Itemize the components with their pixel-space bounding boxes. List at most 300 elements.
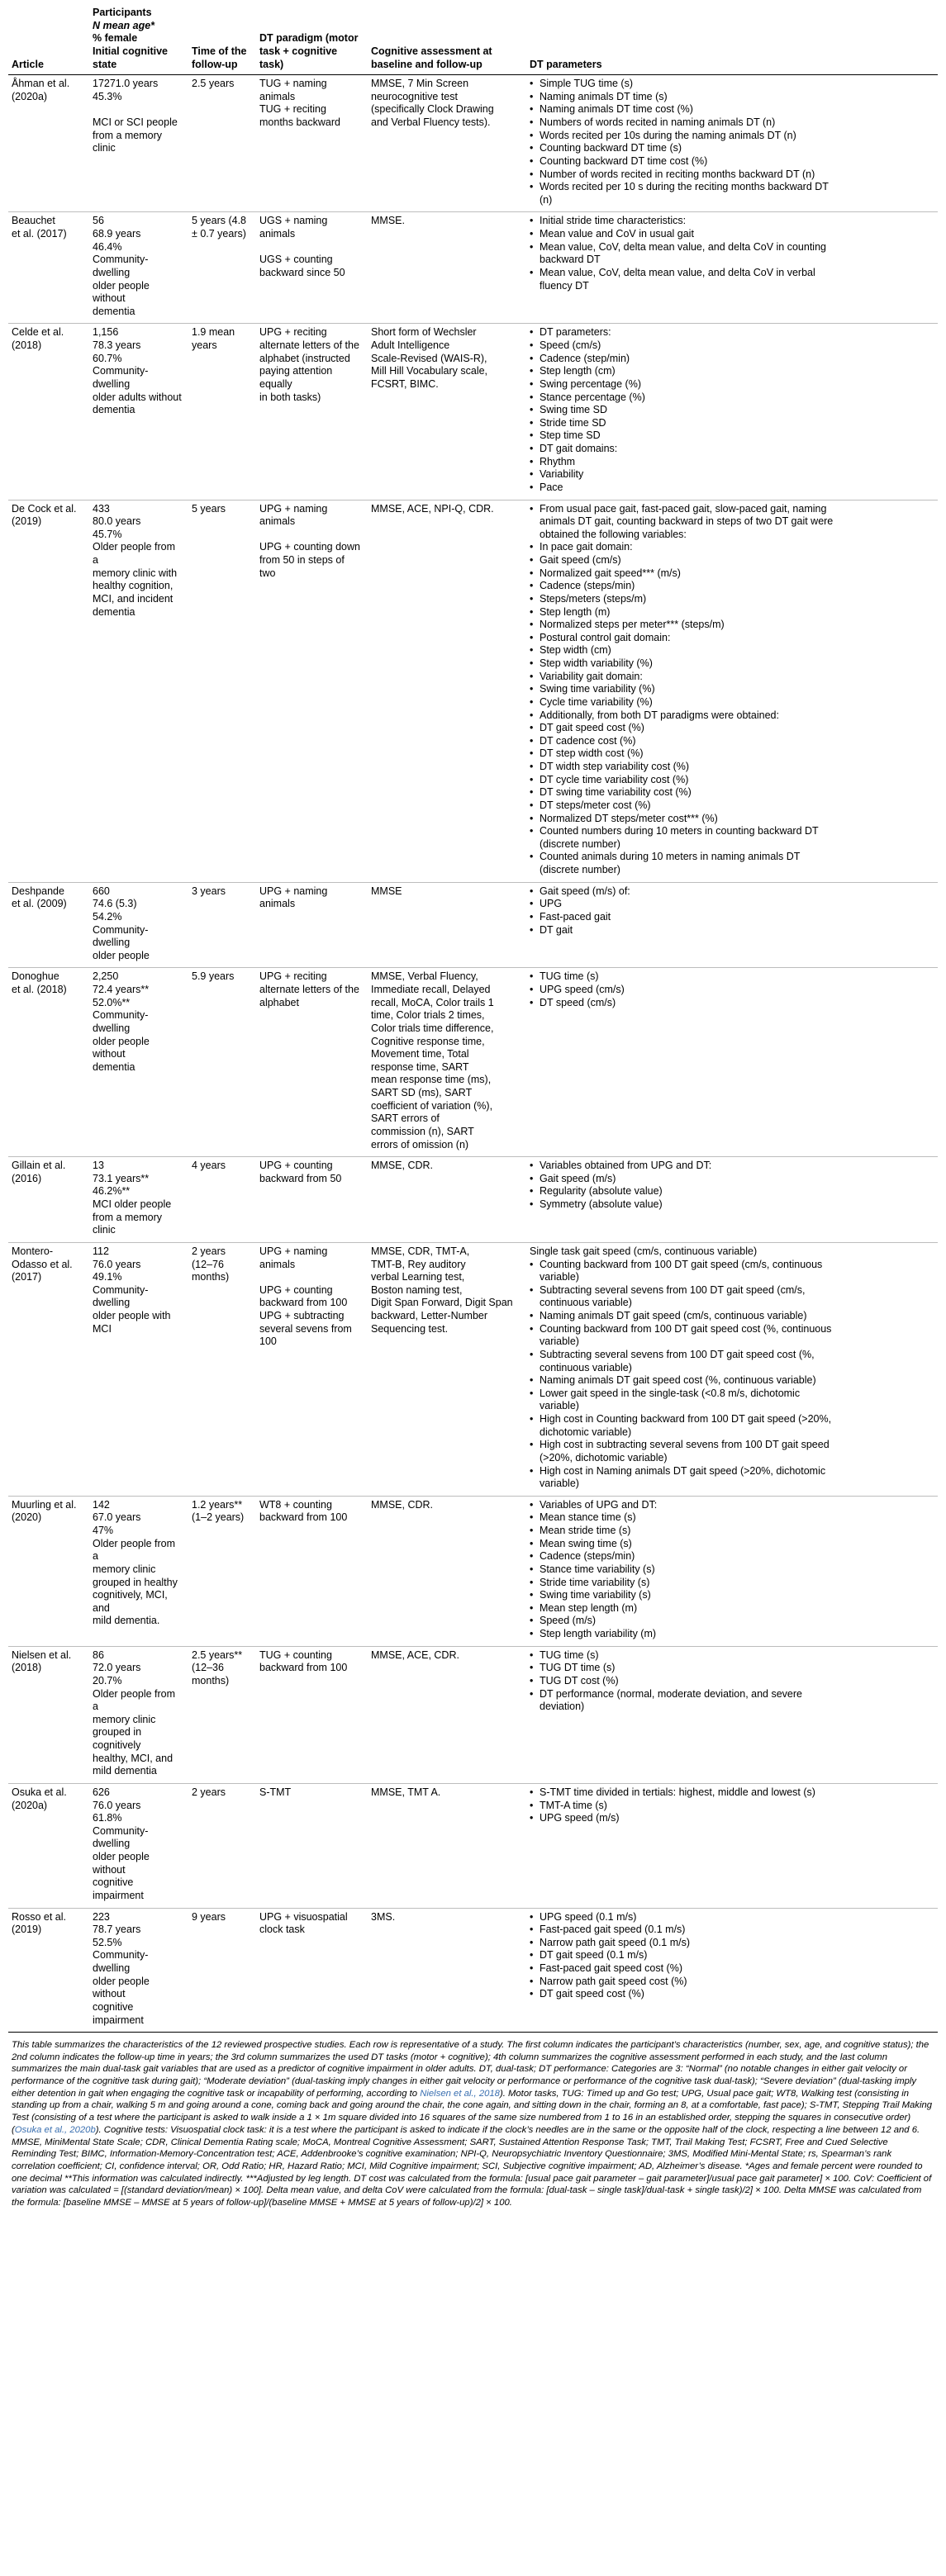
cell-followup — [188, 1783, 256, 1908]
bullet-icon: • — [530, 1615, 534, 1627]
bullet-icon: • — [530, 266, 534, 278]
param-text: Step width variability (%) — [540, 657, 653, 669]
cell-followup-line: (1–2 years) — [192, 1511, 245, 1524]
cell-cognitive-line: backward, Letter-Number — [371, 1310, 488, 1321]
param-text: DT parameters: — [540, 326, 611, 339]
cell-participants-line: 86 — [93, 1649, 104, 1661]
param-text: Cadence (steps/min) — [540, 1550, 635, 1563]
bullet-icon: • — [530, 1812, 534, 1824]
cell-paradigm-line — [259, 529, 363, 542]
cell-params — [526, 968, 938, 1157]
param-text: From usual pace gait, fast-paced gait, slow-paced gait, naming — [540, 502, 827, 515]
list-item — [530, 1271, 933, 1284]
list-item — [530, 799, 933, 813]
cell-followup — [188, 1157, 256, 1243]
cell-followup-line: years — [192, 339, 217, 351]
list-item — [530, 468, 933, 482]
cell-followup-line: 3 years — [192, 885, 226, 897]
cell-cognitive-line: commission (n), SART — [371, 1125, 474, 1137]
bullet-icon: • — [530, 1962, 534, 1974]
list-item — [530, 1800, 933, 1813]
bullet-icon: • — [530, 695, 534, 708]
cell-paradigm-line: UPG + naming animals — [259, 1245, 328, 1270]
list-item — [530, 194, 933, 207]
list-item — [530, 142, 933, 155]
cell-paradigm-line: clock task — [259, 1924, 305, 1936]
cell-participants-line: cognitively, MCI, and — [93, 1589, 168, 1614]
list-item — [530, 1786, 933, 1800]
footnote-link-osuka[interactable]: Osuka et al., 2020b — [14, 2124, 96, 2135]
list-item — [530, 339, 933, 353]
cell-params — [526, 1157, 938, 1243]
cell-paradigm-line: backward from 100 — [259, 1297, 348, 1309]
param-text: Step length (m) — [540, 605, 611, 618]
list-item — [530, 155, 933, 168]
param-text: Initial stride time characteristics: — [540, 215, 687, 227]
param-text: TMT-A time (s) — [540, 1799, 607, 1811]
cell-followup-line: months) — [192, 1271, 230, 1283]
param-text: Numbers of words recited in naming animals DT (n) — [540, 116, 776, 128]
list-item — [530, 429, 933, 443]
list-item — [530, 1812, 933, 1825]
cell-participants-line: 142 — [93, 1498, 110, 1511]
param-text: Step length (cm) — [540, 365, 616, 377]
cell-participants-line: 47% — [93, 1525, 114, 1536]
list-item — [530, 378, 933, 391]
bullet-icon: • — [530, 541, 534, 553]
list-item — [530, 168, 933, 182]
param-text: continuous variable) — [540, 1361, 632, 1373]
cell-article-line[interactable]: et al. (2018) — [12, 984, 67, 995]
footnote-link-nielsen[interactable]: Nielsen et al., 2018 — [420, 2088, 500, 2099]
param-text: backward DT — [540, 254, 601, 266]
bullet-icon: • — [530, 416, 534, 429]
cell-cognitive-line: (specifically Clock Drawing — [371, 103, 494, 116]
cell-followup — [188, 75, 256, 212]
list-item — [530, 1675, 933, 1688]
cell-participants-line: from a memory clinic — [93, 1211, 163, 1236]
list-item — [530, 241, 933, 254]
cell-paradigm-line: from 50 in steps of two — [259, 554, 345, 579]
cell-participants-line: grouped in healthy — [93, 1576, 178, 1588]
list-item — [530, 280, 933, 293]
list-item — [530, 1185, 933, 1198]
cell-participants-line: 223 — [93, 1910, 110, 1923]
bullet-icon: • — [530, 228, 534, 240]
list-item — [530, 825, 933, 838]
param-text: Stance percentage (%) — [540, 391, 645, 403]
cell-cognitive-line: errors of omission (n) — [371, 1138, 469, 1150]
bullet-icon: • — [530, 455, 534, 467]
cell-article-line[interactable]: et al. (2017) — [12, 228, 67, 240]
cell-followup-line: ± 0.7 years) — [192, 228, 246, 240]
cell-article-line[interactable]: (2020) — [12, 1511, 42, 1524]
list-item — [530, 722, 933, 735]
cell-participants-line: 433 — [93, 502, 110, 515]
cell-cognitive — [368, 500, 526, 882]
list-item — [530, 1911, 933, 1924]
list-item — [530, 1589, 933, 1602]
list-item — [530, 632, 933, 645]
param-text: (>20%, dichotomic variable) — [540, 1451, 668, 1464]
list-item — [530, 254, 933, 267]
list-item — [530, 709, 933, 723]
cell-participants-line: 73.1 years** — [93, 1172, 150, 1184]
cell-params — [526, 1242, 938, 1496]
cell-paradigm-line: UPG + reciting — [259, 326, 327, 339]
cell-article-line[interactable]: (2018) — [12, 339, 42, 351]
cell-participants-line: 78.7 years — [93, 1924, 141, 1936]
cell-cognitive-line: MMSE, Verbal Fluency, — [371, 970, 478, 983]
cell-participants-line: older people — [93, 949, 150, 961]
bullet-icon: • — [530, 154, 534, 167]
bullet-icon: • — [530, 1413, 534, 1425]
bullet-icon: • — [530, 709, 534, 721]
cell-participants-line: 67.0 years — [93, 1511, 141, 1524]
cell-article-line[interactable]: (2018) — [12, 1662, 42, 1674]
param-text: Variability gait domain: — [540, 670, 643, 682]
bullet-icon: • — [530, 1628, 534, 1639]
list-item — [530, 1550, 933, 1563]
list-item — [530, 91, 933, 104]
params-list — [530, 215, 933, 292]
list-item — [530, 1602, 933, 1615]
params-list — [530, 1245, 933, 1491]
cell-paradigm — [256, 500, 368, 882]
bullet-icon: • — [530, 1936, 534, 1948]
cell-cognitive-line: MMSE, 7 Min Screen — [371, 78, 469, 90]
list-item — [530, 1688, 933, 1701]
header-article: Article — [8, 5, 89, 75]
cell-article-line[interactable]: Deshpande — [12, 885, 64, 897]
table-row — [8, 75, 938, 212]
table-header-row — [8, 5, 938, 75]
param-text: Simple TUG time (s) — [540, 78, 633, 90]
cell-participants-line: 76.0 years — [93, 1799, 141, 1811]
bullet-icon: • — [530, 481, 534, 493]
cell-article-line[interactable]: (2020a) — [12, 1799, 48, 1811]
cell-participants-line: 112 — [93, 1245, 109, 1257]
cell-participants-line: cognitive impairment — [93, 1876, 144, 1901]
list-item — [530, 1937, 933, 1950]
list-item — [530, 567, 933, 581]
param-text: Step width (cm) — [540, 644, 611, 657]
cell-article-line[interactable]: (2020a) — [12, 90, 48, 102]
param-text: S-TMT time divided in tertials: highest, middle and lowest (s) — [540, 1786, 815, 1798]
bullet-icon: • — [530, 1348, 534, 1360]
cell-cognitive — [368, 1783, 526, 1908]
param-text: fluency DT — [540, 279, 589, 292]
list-item — [530, 1988, 933, 2001]
list-item — [530, 353, 933, 366]
bullet-icon: • — [530, 1511, 534, 1524]
param-text: (n) — [540, 193, 553, 206]
param-text: Gait speed (m/s) of: — [540, 885, 630, 897]
list-item — [530, 116, 933, 130]
bullet-icon: • — [530, 1924, 534, 1936]
cell-followup — [188, 1908, 256, 2033]
bullet-icon: • — [530, 78, 534, 90]
cell-cognitive-line: verbal Learning test, — [371, 1271, 465, 1283]
cell-article-line[interactable]: Gillain et al. — [12, 1160, 66, 1172]
cell-followup — [188, 1496, 256, 1646]
cell-participants-line: dementia — [93, 1060, 135, 1073]
cell-paradigm-line: UGS + counting — [259, 254, 333, 266]
cell-participants-line: MCI older people — [93, 1198, 172, 1210]
cell-article-line[interactable]: (2016) — [12, 1172, 42, 1184]
cell-cognitive-line: Immediate recall, Delayed — [371, 984, 491, 995]
cell-participants-line: 72.4 years** — [93, 984, 150, 995]
bullet-icon: • — [530, 339, 534, 351]
list-item — [530, 761, 933, 774]
cell-paradigm — [256, 968, 368, 1157]
bullet-icon: • — [530, 1576, 534, 1588]
param-text: Rhythm — [540, 455, 576, 467]
bullet-icon: • — [530, 1799, 534, 1811]
cell-paradigm-line — [259, 1271, 363, 1284]
cell-article-line[interactable]: Odasso et al. — [12, 1258, 73, 1270]
bullet-icon: • — [530, 722, 534, 734]
param-text: Variables obtained from UPG and DT: — [540, 1160, 712, 1172]
param-text: Naming animals DT gait speed cost (%, continuous variable) — [540, 1374, 816, 1387]
param-text: DT performance (normal, moderate deviation, and severe — [540, 1687, 802, 1700]
params-list — [530, 1499, 933, 1641]
bullet-icon: • — [530, 181, 534, 193]
list-item — [530, 1525, 933, 1538]
list-item — [530, 1924, 933, 1937]
cell-followup — [188, 968, 256, 1157]
cell-participants-line: 626 — [93, 1786, 110, 1798]
cell-paradigm-line: UPG + counting — [259, 1160, 333, 1172]
param-text: Naming animals DT time cost (%) — [540, 103, 693, 116]
param-text: Step time SD — [540, 429, 601, 442]
cell-article-line[interactable]: Åhman et al. — [12, 78, 70, 90]
param-text: animals DT gait, counting backward in steps of two DT gait were — [540, 515, 834, 528]
cell-article-line[interactable]: (2019) — [12, 515, 42, 528]
cell-followup-line: 5.9 years — [192, 970, 235, 983]
bullet-icon: • — [530, 996, 534, 1008]
bullet-icon: • — [530, 90, 534, 102]
cell-paradigm-line: UPG + naming animals — [259, 502, 328, 528]
param-text: Cadence (step/min) — [540, 352, 630, 364]
bullet-icon: • — [530, 631, 534, 643]
list-item — [530, 1173, 933, 1186]
list-item — [530, 443, 933, 456]
cell-cognitive-line: Movement time, Total — [371, 1048, 469, 1060]
param-text: Pace — [540, 481, 563, 493]
cell-participants — [89, 1496, 188, 1646]
cell-params — [526, 1496, 938, 1646]
bullet-icon: • — [530, 1525, 534, 1536]
cell-participants-line: grouped in cognitively — [93, 1726, 142, 1751]
cell-followup — [188, 882, 256, 968]
list-item — [530, 215, 933, 228]
cell-cognitive-line: MMSE, CDR, TMT-A, — [371, 1245, 470, 1257]
param-text: Step length variability (m) — [540, 1628, 657, 1639]
cell-paradigm-line: months backward — [259, 116, 340, 128]
cell-article-line[interactable]: (2019) — [12, 1924, 42, 1936]
cell-params — [526, 75, 938, 212]
cell-followup — [188, 1646, 256, 1783]
list-item — [530, 1452, 933, 1465]
cell-cognitive-line: and Verbal Fluency tests). — [371, 116, 491, 128]
cell-cognitive — [368, 1157, 526, 1243]
cell-article — [8, 75, 89, 212]
cell-participants-line: 46.4% — [93, 240, 122, 253]
cell-participants-line: 74.6 (5.3) — [93, 898, 137, 910]
bullet-icon: • — [530, 365, 534, 377]
bullet-icon: • — [530, 773, 534, 785]
param-text: Number of words recited in reciting months backward DT (n) — [540, 168, 815, 180]
param-text: Subtracting several sevens from 100 DT gait speed cost (%, — [540, 1348, 815, 1360]
cell-cognitive-line: MMSE, ACE, NPI-Q, CDR. — [371, 502, 494, 515]
cell-article-line[interactable]: Donoghue — [12, 970, 59, 983]
cell-article-line[interactable]: Osuka et al. — [12, 1786, 67, 1798]
bullet-icon: • — [530, 1649, 534, 1661]
bullet-icon: • — [530, 468, 534, 481]
param-text: Counting backward DT time (s) — [540, 142, 682, 154]
list-item — [530, 1511, 933, 1525]
cell-participants-line: dementia — [93, 605, 135, 618]
param-text: High cost in subtracting several sevens from 100 DT gait speed — [540, 1439, 830, 1451]
param-text: Swing time variability (%) — [540, 683, 655, 695]
cell-paradigm-line: paying attention equally — [259, 365, 333, 390]
cell-article-line[interactable]: Celde et al. — [12, 326, 64, 339]
param-text: Stride time variability (s) — [540, 1576, 650, 1588]
param-text: Naming animals DT time (s) — [540, 90, 668, 102]
bullet-icon: • — [530, 1160, 534, 1172]
bullet-icon: • — [530, 1172, 534, 1184]
bullet-icon: • — [530, 923, 534, 936]
cell-cognitive-line: time, Color trials 2 times, — [371, 1009, 485, 1022]
cell-params — [526, 1783, 938, 1908]
bullet-icon: • — [530, 1601, 534, 1614]
cell-paradigm — [256, 1496, 368, 1646]
param-text: (discrete number) — [540, 864, 620, 875]
cell-paradigm-line: UPG + counting down — [259, 541, 360, 553]
cell-article-line[interactable]: et al. (2009) — [12, 898, 67, 910]
cell-followup-line: (12–36 — [192, 1662, 224, 1674]
list-item — [530, 1563, 933, 1577]
bullet-icon: • — [530, 443, 534, 454]
bullet-icon: • — [530, 1563, 534, 1575]
cell-cognitive-line: Cognitive response time, — [371, 1035, 485, 1047]
param-text: Mean value, CoV, delta mean value, and delta CoV in verbal — [540, 266, 815, 278]
param-text: Fast-paced gait — [540, 910, 611, 923]
cell-participants-line — [93, 103, 183, 116]
cell-participants — [89, 500, 188, 882]
cell-participants-line: 2,250 — [93, 970, 119, 983]
list-item — [530, 1478, 933, 1491]
params-list — [530, 1160, 933, 1212]
list-item — [530, 911, 933, 924]
cell-participants — [89, 212, 188, 324]
param-text: Cadence (steps/min) — [540, 580, 635, 592]
bullet-icon: • — [530, 116, 534, 128]
cell-participants — [89, 1242, 188, 1496]
cell-participants-line: 56 — [93, 215, 104, 227]
cell-participants-line: Community-dwelling — [93, 923, 149, 949]
cell-followup-line: 1.9 mean — [192, 326, 235, 339]
cell-cognitive-line: MMSE — [371, 885, 402, 897]
param-text: DT swing time variability cost (%) — [540, 786, 692, 799]
cell-participants-line: dementia — [93, 305, 135, 317]
cell-article — [8, 1157, 89, 1243]
cell-cognitive-line: MMSE, ACE, CDR. — [371, 1649, 459, 1661]
params-list — [530, 1649, 933, 1714]
cell-cognitive-line: Scale-Revised (WAIS-R), — [371, 352, 487, 364]
cell-participants-line: 72.0 years — [93, 1662, 141, 1674]
table-row — [8, 1157, 938, 1243]
cell-article-line[interactable]: Beauchet — [12, 215, 55, 227]
cell-participants-line: 52.5% — [93, 1936, 122, 1948]
cell-participants-line: older adults without — [93, 391, 182, 403]
param-text: Symmetry (absolute value) — [540, 1198, 663, 1210]
cell-followup-line: months) — [192, 1674, 230, 1686]
bullet-icon: • — [530, 657, 534, 669]
cell-participants-line: cognitive impairment — [93, 2000, 144, 2026]
cell-paradigm — [256, 1646, 368, 1783]
param-text: DT gait — [540, 923, 573, 936]
list-item — [530, 1662, 933, 1675]
cell-article-line[interactable]: Rosso et al. — [12, 1910, 67, 1923]
bullet-icon: • — [530, 377, 534, 390]
param-text: Counting backward from 100 DT gait speed (cm/s, continuous — [540, 1258, 823, 1270]
bullet-icon: • — [530, 1949, 534, 1962]
cell-article-line[interactable]: Nielsen et al. — [12, 1649, 72, 1661]
list-item — [530, 885, 933, 899]
cell-article-line[interactable]: Muurling et al. — [12, 1498, 77, 1511]
cell-followup — [188, 1242, 256, 1496]
cell-cognitive — [368, 1496, 526, 1646]
cell-paradigm-line: TUG + counting — [259, 1649, 332, 1661]
bullet-icon: • — [530, 580, 534, 592]
list-item — [530, 529, 933, 542]
cell-participants-line: older people with MCI — [93, 1310, 171, 1335]
param-text: Normalized gait speed*** (m/s) — [540, 567, 681, 579]
cell-followup-line: 5 years — [192, 502, 226, 515]
list-item — [530, 898, 933, 911]
bullet-icon: • — [530, 605, 534, 618]
cell-participants-line: MCI or SCI people — [93, 116, 178, 128]
param-text: Gait speed (cm/s) — [540, 554, 621, 566]
cell-paradigm-line: WT8 + counting — [259, 1498, 332, 1511]
param-text: UPG speed (m/s) — [540, 1812, 620, 1824]
param-text: variable) — [540, 1400, 579, 1412]
param-text: DT cycle time variability cost (%) — [540, 773, 689, 785]
list-item — [530, 1628, 933, 1641]
cell-paradigm — [256, 1157, 368, 1243]
cell-article-line[interactable]: Montero- — [12, 1245, 54, 1257]
cell-followup — [188, 212, 256, 324]
cell-participants-line: 61.8% — [93, 1812, 122, 1824]
cell-cognitive — [368, 1646, 526, 1783]
header-paradigm: DT paradigm (motor task + cognitive task) — [256, 5, 368, 75]
cell-paradigm-line: backward from 100 — [259, 1662, 348, 1674]
bullet-icon: • — [530, 1258, 534, 1270]
cell-article-line[interactable]: De Cock et al. — [12, 502, 77, 515]
cell-participants-line: memory clinic with — [93, 567, 178, 579]
cell-article-line[interactable]: (2017) — [12, 1271, 42, 1283]
list-item — [530, 864, 933, 877]
param-text: Swing percentage (%) — [540, 377, 641, 390]
cell-paradigm-line — [259, 241, 363, 254]
param-text: Counted animals during 10 meters in naming animals DT — [540, 851, 801, 863]
list-item — [530, 924, 933, 937]
list-item — [530, 130, 933, 143]
list-item — [530, 267, 933, 280]
bullet-icon: • — [530, 1283, 534, 1296]
